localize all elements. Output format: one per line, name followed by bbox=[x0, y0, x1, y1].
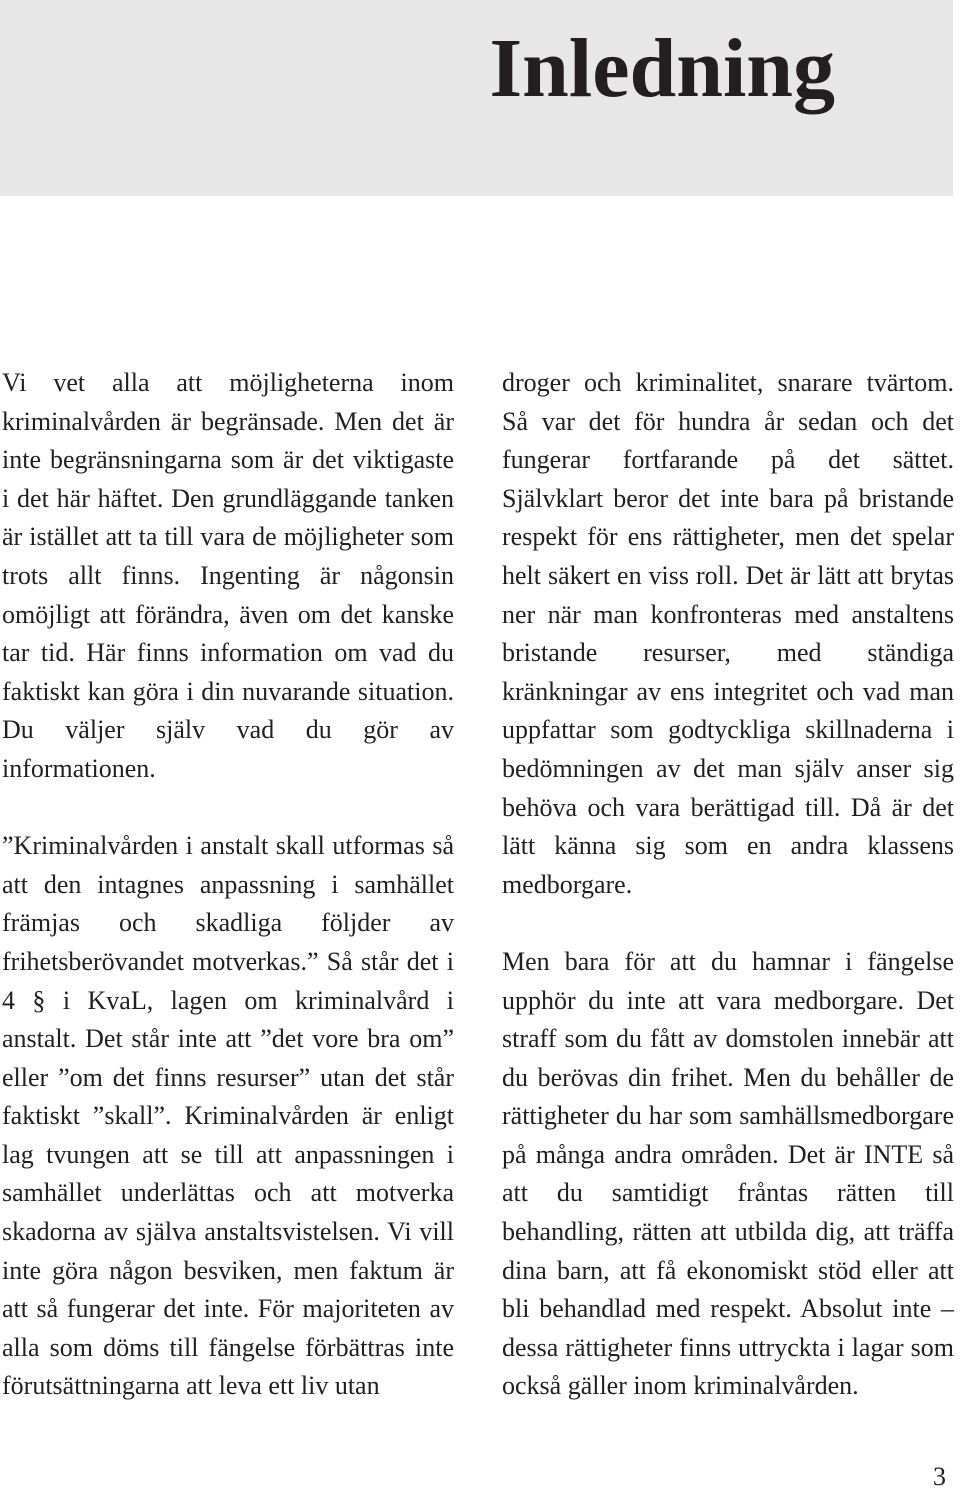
body-paragraph: ”Kriminalvården i anstalt skall utformas så att den intagnes anpassning i samhället främjas och skadliga följder av frihetsberövandet motverkas.” Så står det i 4 § i KvaL, lagen om kriminalvård i anstalt. Det står inte att ”det vore bra om” eller ”om det finns resurser” utan det står faktiskt ”skall”. Kriminalvården är enligt lag tvungen att se till att anpassningen i samhället underlättas och att motverka skadorna av själva anstaltsvistelsen. Vi vill inte göra någon besviken, men faktum är att så fungerar det inte. För majoriteten av alla som döms till fängelse förbättras inte förutsättningarna att leva ett liv utan bbox=[2, 831, 454, 1401]
body-paragraph: Vi vet alla att möjligheterna inom kriminalvården är begränsade. Men det är inte begränsningarna som är det viktigaste i det här häftet. Den grundläggande tanken är istället att ta till vara de möjligheter som trots allt finns. Ingenting är någonsin omöjligt att förändra, även om det kanske tar tid. Här finns information om vad du faktiskt kan göra i din nuvarande situation. Du väljer själv vad du gör av informationen. bbox=[2, 368, 454, 783]
left-text-column bbox=[2, 364, 454, 1406]
chapter-title: Inledning bbox=[489, 22, 835, 115]
body-paragraph: Men bara för att du hamnar i fängelse upphör du inte att vara medborgare. Det straff som du fått av domstolen innebär att du berövas din frihet. Men du behåller de rättigheter du har som samhällsmedborgare på många andra områden. Det är INTE så att du samtidigt fråntas rätten till behandling, rätten att utbilda dig, att träffa dina barn, att få ekonomiskt stöd eller att bli behandlad med respekt. Absolut inte – dessa rättigheter finns uttryckta i lagar som också gäller inom kriminalvården. bbox=[502, 946, 954, 1401]
page-number: 3 bbox=[933, 1462, 946, 1491]
right-text-column bbox=[502, 364, 954, 1406]
body-paragraph: droger och kriminalitet, snarare tvärtom. Så var det för hundra år sedan och det fungerar fortfarande på det sättet. Självklart beror det inte bara på bristande respekt för ens rättigheter, men det spelar helt säkert en viss roll. Det är lätt att brytas ner när man konfronteras med anstaltens bristande resurser, med ständiga kränkningar av ens integritet och vad man uppfattar som godtyckliga skillnaderna i bedömningen av det man själv anser sig behöva och vara berättigad till. Då är det lätt känna sig som en andra klassens medborgare. bbox=[502, 368, 954, 899]
chapter-header-band bbox=[0, 0, 953, 196]
